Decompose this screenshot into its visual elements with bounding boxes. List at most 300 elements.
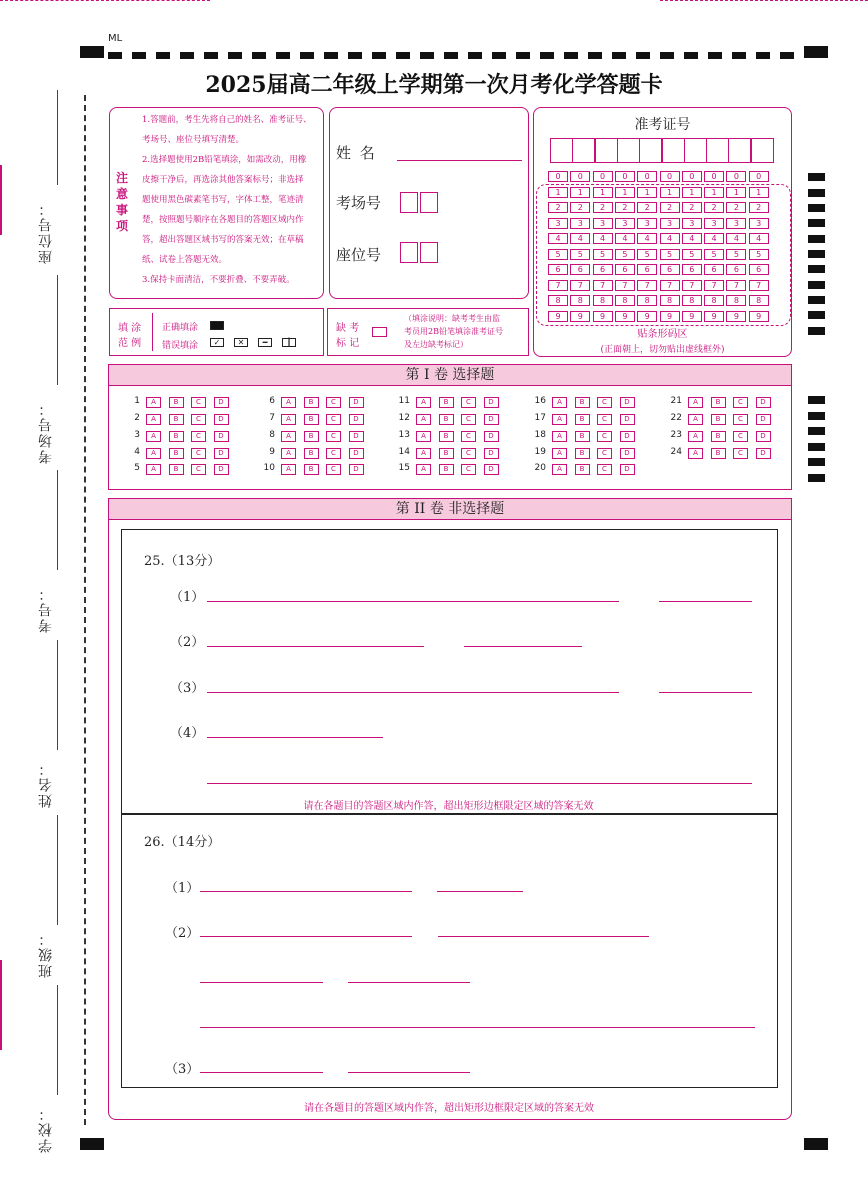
exam-id-bubble[interactable]: 0 xyxy=(726,171,746,182)
timing-mark xyxy=(276,52,290,59)
answer-line[interactable] xyxy=(200,1027,755,1028)
exam-id-write-cell[interactable] xyxy=(639,138,662,163)
timing-mark xyxy=(808,250,825,258)
answer-bubble[interactable]: A xyxy=(146,431,161,442)
name-field[interactable] xyxy=(397,160,522,161)
notice-list xyxy=(142,110,320,290)
answer-bubble[interactable]: A xyxy=(146,397,161,408)
answer-bubble[interactable]: D xyxy=(756,414,771,425)
answer-bubble[interactable]: C xyxy=(597,397,612,408)
answer-bubble[interactable]: A xyxy=(146,448,161,459)
question-number: 3 xyxy=(134,430,140,440)
timing-mark xyxy=(468,52,482,59)
answer-bubble[interactable]: B xyxy=(711,397,726,408)
exam-id-bubble[interactable]: 5 xyxy=(682,249,702,260)
answer-bubble[interactable]: C xyxy=(597,431,612,442)
answer-bubble[interactable]: A xyxy=(416,414,431,425)
answer-bubble[interactable]: D xyxy=(620,464,635,475)
answer-bubble[interactable]: A xyxy=(416,448,431,459)
exam-id-bubble[interactable]: 4 xyxy=(615,233,635,244)
exam-id-bubble[interactable]: 9 xyxy=(726,311,746,322)
fill-example-label: 范 例 xyxy=(118,338,142,349)
exam-id-bubble[interactable]: 3 xyxy=(749,218,769,229)
fill-example-label: 填 涂 xyxy=(118,323,142,334)
exam-id-bubble[interactable]: 3 xyxy=(682,218,702,229)
exam-id-bubble[interactable]: 3 xyxy=(593,218,613,229)
answer-bubble[interactable]: A xyxy=(688,397,703,408)
absent-bubble[interactable] xyxy=(372,327,387,337)
exam-id-bubble[interactable]: 8 xyxy=(593,295,613,306)
timing-mark xyxy=(808,443,825,451)
answer-bubble[interactable]: D xyxy=(756,448,771,459)
answer-line[interactable] xyxy=(348,1072,470,1073)
exam-id-bubble[interactable]: 4 xyxy=(570,233,590,244)
answer-bubble[interactable]: A xyxy=(281,448,296,459)
exam-id-bubble[interactable]: 4 xyxy=(704,233,724,244)
exam-id-bubble[interactable]: 6 xyxy=(726,264,746,275)
exam-id-bubble[interactable]: 2 xyxy=(682,202,702,213)
answer-bubble[interactable]: A xyxy=(416,397,431,408)
answer-bubble[interactable]: A xyxy=(688,414,703,425)
seat-digit-box[interactable] xyxy=(400,242,418,263)
exam-id-bubble[interactable]: 1 xyxy=(593,187,613,198)
barcode-label: 贴条形码区 xyxy=(637,329,688,340)
exam-id-bubble[interactable]: 7 xyxy=(660,280,680,291)
timing-mark xyxy=(808,265,825,273)
exam-id-bubble[interactable]: 8 xyxy=(570,295,590,306)
exam-id-bubble[interactable]: 8 xyxy=(726,295,746,306)
notice-item: 纸、试卷上答题无效。 xyxy=(142,255,228,265)
q25-part-label: （1） xyxy=(170,590,205,605)
answer-bubble[interactable]: B xyxy=(304,431,319,442)
answer-bubble[interactable]: D xyxy=(756,431,771,442)
timing-mark xyxy=(732,52,746,59)
answer-bubble[interactable]: D xyxy=(484,414,499,425)
exam-id-write-cell[interactable] xyxy=(662,138,685,163)
write-line xyxy=(57,815,58,925)
answer-bubble[interactable]: C xyxy=(461,397,476,408)
timing-mark xyxy=(660,52,674,59)
answer-line[interactable] xyxy=(200,936,412,937)
exam-id-bubble[interactable]: 4 xyxy=(682,233,702,244)
exam-id-bubble[interactable]: 2 xyxy=(660,202,680,213)
question-number: 18 xyxy=(534,430,546,440)
exam-id-bubble[interactable]: 1 xyxy=(548,187,568,198)
answer-bubble[interactable]: C xyxy=(733,448,748,459)
exam-id-bubble[interactable]: 4 xyxy=(660,233,680,244)
exam-id-bubble[interactable]: 7 xyxy=(548,280,568,291)
exam-id-bubble[interactable]: 0 xyxy=(749,171,769,182)
exam-id-bubble[interactable]: 2 xyxy=(593,202,613,213)
answer-bubble[interactable]: C xyxy=(597,414,612,425)
answer-bubble[interactable]: D xyxy=(620,448,635,459)
exam-id-bubble[interactable]: 8 xyxy=(637,295,657,306)
timing-mark xyxy=(132,52,146,59)
answer-bubble[interactable]: B xyxy=(304,414,319,425)
answer-bubble[interactable]: B xyxy=(711,414,726,425)
exam-id-bubble[interactable]: 9 xyxy=(749,311,769,322)
absent-label: 标 记 xyxy=(336,338,360,349)
exam-id-bubble[interactable]: 5 xyxy=(749,249,769,260)
answer-bubble[interactable]: C xyxy=(326,448,341,459)
answer-bubble[interactable]: C xyxy=(733,397,748,408)
exam-id-bubble[interactable]: 9 xyxy=(615,311,635,322)
answer-bubble[interactable]: C xyxy=(191,464,206,475)
exam-id-bubble[interactable]: 3 xyxy=(704,218,724,229)
answer-bubble[interactable]: B xyxy=(575,464,590,475)
answer-bubble[interactable]: D xyxy=(214,431,229,442)
exam-id-bubble[interactable]: 9 xyxy=(682,311,702,322)
q26-part-label: （1） xyxy=(165,881,200,896)
answer-line[interactable] xyxy=(207,646,424,647)
exam-id-bubble[interactable]: 1 xyxy=(615,187,635,198)
answer-bubble[interactable]: C xyxy=(461,414,476,425)
exam-id-write-cell[interactable] xyxy=(684,138,707,163)
answer-bubble[interactable]: D xyxy=(349,448,364,459)
answer-line[interactable] xyxy=(207,692,619,693)
answer-bubble[interactable]: A xyxy=(146,464,161,475)
answer-bubble[interactable]: C xyxy=(326,464,341,475)
exam-id-write-cell[interactable] xyxy=(728,138,751,163)
answer-bubble[interactable]: D xyxy=(214,414,229,425)
answer-bubble[interactable]: C xyxy=(461,431,476,442)
q25-part-label: （2） xyxy=(170,635,205,650)
exam-id-bubble[interactable]: 5 xyxy=(726,249,746,260)
exam-id-bubble[interactable]: 9 xyxy=(637,311,657,322)
timing-mark xyxy=(636,52,650,59)
answer-bubble[interactable]: A xyxy=(416,431,431,442)
exam-id-bubble[interactable]: 1 xyxy=(570,187,590,198)
answer-bubble[interactable]: D xyxy=(349,431,364,442)
answer-bubble[interactable]: B xyxy=(169,448,184,459)
exam-id-bubble[interactable]: 5 xyxy=(704,249,724,260)
answer-bubble[interactable]: A xyxy=(281,414,296,425)
answer-bubble[interactable]: D xyxy=(620,397,635,408)
exam-id-bubble[interactable]: 1 xyxy=(637,187,657,198)
exam-id-bubble[interactable]: 3 xyxy=(660,218,680,229)
timing-mark xyxy=(348,52,362,59)
form-code: ML xyxy=(108,33,123,44)
answer-bubble[interactable]: A xyxy=(552,464,567,475)
exam-id-bubble[interactable]: 0 xyxy=(615,171,635,182)
answer-line[interactable] xyxy=(200,891,412,892)
timing-mark xyxy=(228,52,242,59)
class-label: 班级： xyxy=(38,930,54,978)
answer-line[interactable] xyxy=(464,646,582,647)
exam-id-bubble[interactable]: 0 xyxy=(704,171,724,182)
exam-id-bubble[interactable]: 7 xyxy=(726,280,746,291)
answer-bubble[interactable]: D xyxy=(484,464,499,475)
answer-bubble[interactable]: A xyxy=(552,448,567,459)
answer-bubble[interactable]: B xyxy=(169,431,184,442)
exam-id-bubble[interactable]: 3 xyxy=(637,218,657,229)
answer-bubble[interactable]: A xyxy=(281,464,296,475)
correct-fill-label: 正确填涂 xyxy=(162,323,199,333)
exam-id-bubble[interactable]: 6 xyxy=(682,264,702,275)
write-line xyxy=(57,640,58,750)
exam-id-bubble[interactable]: 2 xyxy=(637,202,657,213)
exam-id-bubble[interactable]: 6 xyxy=(548,264,568,275)
q26-answer-area[interactable] xyxy=(121,813,778,1088)
answer-bubble[interactable]: B xyxy=(304,448,319,459)
exam-room-label: 考场号： xyxy=(38,400,54,464)
answer-bubble[interactable]: D xyxy=(214,464,229,475)
exam-id-bubble[interactable]: 0 xyxy=(570,171,590,182)
answer-bubble[interactable]: B xyxy=(711,431,726,442)
answer-line[interactable] xyxy=(200,1072,323,1073)
exam-id-bubble[interactable]: 8 xyxy=(749,295,769,306)
exam-id-bubble[interactable]: 2 xyxy=(615,202,635,213)
answer-bubble[interactable]: B xyxy=(575,448,590,459)
question-number: 8 xyxy=(269,430,275,440)
question-number: 2 xyxy=(134,413,140,423)
timing-mark xyxy=(420,52,434,59)
answer-bubble[interactable]: B xyxy=(169,414,184,425)
answer-bubble[interactable]: C xyxy=(461,464,476,475)
name-field-label: 姓 名 xyxy=(336,144,377,162)
exam-id-bubble[interactable]: 2 xyxy=(749,202,769,213)
exam-id-bubble[interactable]: 8 xyxy=(548,295,568,306)
absent-note xyxy=(404,312,526,351)
exam-id-bubble[interactable]: 7 xyxy=(637,280,657,291)
exam-id-bubble[interactable]: 1 xyxy=(682,187,702,198)
exam-id-bubble[interactable]: 7 xyxy=(593,280,613,291)
exam-id-bubble[interactable]: 6 xyxy=(660,264,680,275)
question-number: 6 xyxy=(269,396,275,406)
answer-line[interactable] xyxy=(200,982,323,983)
timing-mark xyxy=(372,52,386,59)
student-info-box xyxy=(329,107,529,299)
answer-bubble[interactable]: A xyxy=(688,431,703,442)
exam-id-bubble[interactable]: 0 xyxy=(548,171,568,182)
alignment-mark xyxy=(804,1138,828,1150)
timing-mark xyxy=(808,189,825,197)
answer-bubble[interactable]: D xyxy=(484,448,499,459)
answer-bubble[interactable]: A xyxy=(552,397,567,408)
exam-id-bubble[interactable]: 2 xyxy=(726,202,746,213)
answer-bubble[interactable]: C xyxy=(597,464,612,475)
edge-mark xyxy=(0,165,2,235)
exam-id-bubble[interactable]: 5 xyxy=(570,249,590,260)
exam-id-bubble[interactable]: 3 xyxy=(548,218,568,229)
exam-id-write-cell[interactable] xyxy=(751,138,774,163)
wrong-fill-sample-cross: ✕ xyxy=(234,338,248,347)
answer-bubble[interactable]: C xyxy=(191,448,206,459)
exam-id-bubble[interactable]: 0 xyxy=(593,171,613,182)
write-line xyxy=(57,470,58,570)
answer-bubble[interactable]: B xyxy=(169,464,184,475)
page-title: 2025届高二年级上学期第一次月考化学答题卡 xyxy=(205,72,663,98)
answer-bubble[interactable]: A xyxy=(281,431,296,442)
room-digit-box[interactable] xyxy=(400,192,418,213)
exam-id-bubble[interactable]: 1 xyxy=(704,187,724,198)
answer-bubble[interactable]: B xyxy=(169,397,184,408)
exam-id-bubble[interactable]: 5 xyxy=(548,249,568,260)
answer-bubble[interactable]: C xyxy=(326,397,341,408)
answer-bubble[interactable]: D xyxy=(349,464,364,475)
answer-bubble[interactable]: D xyxy=(756,397,771,408)
answer-line[interactable] xyxy=(437,891,523,892)
notice-item: 1.答题前，考生先将自己的姓名、准考证号、 xyxy=(142,115,312,125)
alignment-mark xyxy=(804,46,828,58)
exam-id-bubble[interactable]: 9 xyxy=(704,311,724,322)
exam-id-bubble[interactable]: 6 xyxy=(749,264,769,275)
timing-mark xyxy=(808,412,825,420)
answer-bubble[interactable]: D xyxy=(620,414,635,425)
answer-bubble[interactable]: A xyxy=(281,397,296,408)
answer-bubble[interactable]: A xyxy=(416,464,431,475)
answer-bubble[interactable]: B xyxy=(575,431,590,442)
exam-id-bubble[interactable]: 7 xyxy=(682,280,702,291)
exam-id-bubble[interactable]: 6 xyxy=(615,264,635,275)
exam-no-label: 考号： xyxy=(38,585,54,633)
exam-id-bubble[interactable]: 1 xyxy=(749,187,769,198)
answer-bubble[interactable]: A xyxy=(688,448,703,459)
answer-line[interactable] xyxy=(348,982,470,983)
timing-mark xyxy=(780,52,794,59)
question-number: 5 xyxy=(134,463,140,473)
exam-id-bubble[interactable]: 9 xyxy=(570,311,590,322)
answer-bubble[interactable]: B xyxy=(439,464,454,475)
question-number: 24 xyxy=(670,447,682,457)
answer-bubble[interactable]: C xyxy=(191,431,206,442)
exam-id-bubble[interactable]: 2 xyxy=(704,202,724,213)
timing-mark xyxy=(756,52,770,59)
answer-bubble[interactable]: C xyxy=(191,414,206,425)
exam-id-bubble[interactable]: 7 xyxy=(749,280,769,291)
exam-id-bubble[interactable]: 0 xyxy=(660,171,680,182)
exam-id-bubble[interactable]: 4 xyxy=(548,233,568,244)
answer-bubble[interactable]: B xyxy=(439,431,454,442)
answer-bubble[interactable]: C xyxy=(326,431,341,442)
exam-id-bubble[interactable]: 4 xyxy=(593,233,613,244)
exam-id-bubble[interactable]: 5 xyxy=(593,249,613,260)
fill-example-box xyxy=(109,308,324,356)
answer-bubble[interactable]: C xyxy=(733,414,748,425)
answer-bubble[interactable]: B xyxy=(439,448,454,459)
timing-mark xyxy=(396,52,410,59)
answer-bubble[interactable]: B xyxy=(304,464,319,475)
exam-id-write-cell[interactable] xyxy=(706,138,729,163)
exam-id-bubble[interactable]: 7 xyxy=(570,280,590,291)
answer-bubble[interactable]: D xyxy=(484,431,499,442)
exam-id-bubble[interactable]: 5 xyxy=(615,249,635,260)
exam-id-bubble[interactable]: 3 xyxy=(615,218,635,229)
answer-bubble[interactable]: A xyxy=(552,431,567,442)
answer-bubble[interactable]: C xyxy=(461,448,476,459)
write-line xyxy=(57,985,58,1095)
exam-id-bubble[interactable]: 0 xyxy=(637,171,657,182)
timing-mark xyxy=(540,52,554,59)
answer-bubble[interactable]: B xyxy=(575,397,590,408)
timing-mark xyxy=(444,52,458,59)
answer-bubble[interactable]: D xyxy=(214,397,229,408)
exam-id-write-cell[interactable] xyxy=(572,138,595,163)
answer-line[interactable] xyxy=(207,737,383,738)
timing-mark xyxy=(300,52,314,59)
answer-line[interactable] xyxy=(207,601,619,602)
exam-id-bubble[interactable]: 4 xyxy=(637,233,657,244)
exam-id-bubble[interactable]: 6 xyxy=(593,264,613,275)
answer-bubble[interactable]: D xyxy=(484,397,499,408)
exam-id-bubble[interactable]: 1 xyxy=(726,187,746,198)
answer-bubble[interactable]: C xyxy=(597,448,612,459)
wrong-fill-label: 错误填涂 xyxy=(162,341,199,351)
answer-bubble[interactable]: C xyxy=(326,414,341,425)
timing-mark xyxy=(808,427,825,435)
timing-mark xyxy=(808,327,825,335)
question-number: 19 xyxy=(534,447,546,457)
answer-bubble[interactable]: D xyxy=(620,431,635,442)
exam-id-bubble[interactable]: 6 xyxy=(704,264,724,275)
answer-bubble[interactable]: D xyxy=(349,397,364,408)
answer-bubble[interactable]: B xyxy=(711,448,726,459)
answer-bubble[interactable]: B xyxy=(575,414,590,425)
exam-id-bubble[interactable]: 4 xyxy=(749,233,769,244)
exam-id-bubble[interactable]: 8 xyxy=(704,295,724,306)
divider xyxy=(152,313,153,351)
absent-box xyxy=(327,308,529,356)
answer-bubble[interactable]: B xyxy=(439,414,454,425)
question-number: 23 xyxy=(670,430,682,440)
answer-bubble[interactable]: B xyxy=(439,397,454,408)
exam-id-write-cell[interactable] xyxy=(617,138,640,163)
exam-id-bubble[interactable]: 8 xyxy=(615,295,635,306)
exam-id-bubble[interactable]: 6 xyxy=(570,264,590,275)
exam-id-label: 准考证号 xyxy=(634,117,691,133)
question-number: 20 xyxy=(534,463,546,473)
question-number: 15 xyxy=(398,463,410,473)
notice-item: 皮擦干净后，再选涂其他答案标号；非选择 xyxy=(142,175,304,185)
q25-answer-area[interactable] xyxy=(121,529,778,815)
answer-line[interactable] xyxy=(438,936,649,937)
exam-id-bubble[interactable]: 0 xyxy=(682,171,702,182)
answer-line[interactable] xyxy=(659,601,752,602)
exam-id-bubble[interactable]: 5 xyxy=(637,249,657,260)
seat-digit-box[interactable] xyxy=(420,242,438,263)
exam-id-bubble[interactable]: 9 xyxy=(660,311,680,322)
q26-part-label: （3） xyxy=(165,1062,200,1077)
answer-bubble[interactable]: C xyxy=(191,397,206,408)
exam-id-bubble[interactable]: 4 xyxy=(726,233,746,244)
exam-id-bubble[interactable]: 2 xyxy=(548,202,568,213)
answer-bubble[interactable]: D xyxy=(214,448,229,459)
exam-id-bubble[interactable]: 7 xyxy=(704,280,724,291)
answer-bubble[interactable]: B xyxy=(304,397,319,408)
exam-id-bubble[interactable]: 5 xyxy=(660,249,680,260)
room-digit-box[interactable] xyxy=(420,192,438,213)
exam-id-bubble[interactable]: 6 xyxy=(637,264,657,275)
exam-id-bubble[interactable]: 8 xyxy=(682,295,702,306)
exam-id-write-cell[interactable] xyxy=(550,138,573,163)
answer-line[interactable] xyxy=(659,692,752,693)
exam-id-write-cell[interactable] xyxy=(595,138,618,163)
answer-bubble[interactable]: A xyxy=(552,414,567,425)
exam-id-bubble[interactable]: 3 xyxy=(726,218,746,229)
exam-id-bubble[interactable]: 7 xyxy=(615,280,635,291)
exam-id-bubble[interactable]: 1 xyxy=(660,187,680,198)
answer-bubble[interactable]: A xyxy=(146,414,161,425)
answer-bubble[interactable]: D xyxy=(349,414,364,425)
answer-bubble[interactable]: C xyxy=(733,431,748,442)
exam-id-bubble[interactable]: 2 xyxy=(570,202,590,213)
timing-mark xyxy=(564,52,578,59)
exam-id-bubble[interactable]: 9 xyxy=(548,311,568,322)
answer-line[interactable] xyxy=(207,783,752,784)
exam-id-bubble[interactable]: 9 xyxy=(593,311,613,322)
exam-id-bubble[interactable]: 3 xyxy=(570,218,590,229)
exam-id-bubble[interactable]: 8 xyxy=(660,295,680,306)
